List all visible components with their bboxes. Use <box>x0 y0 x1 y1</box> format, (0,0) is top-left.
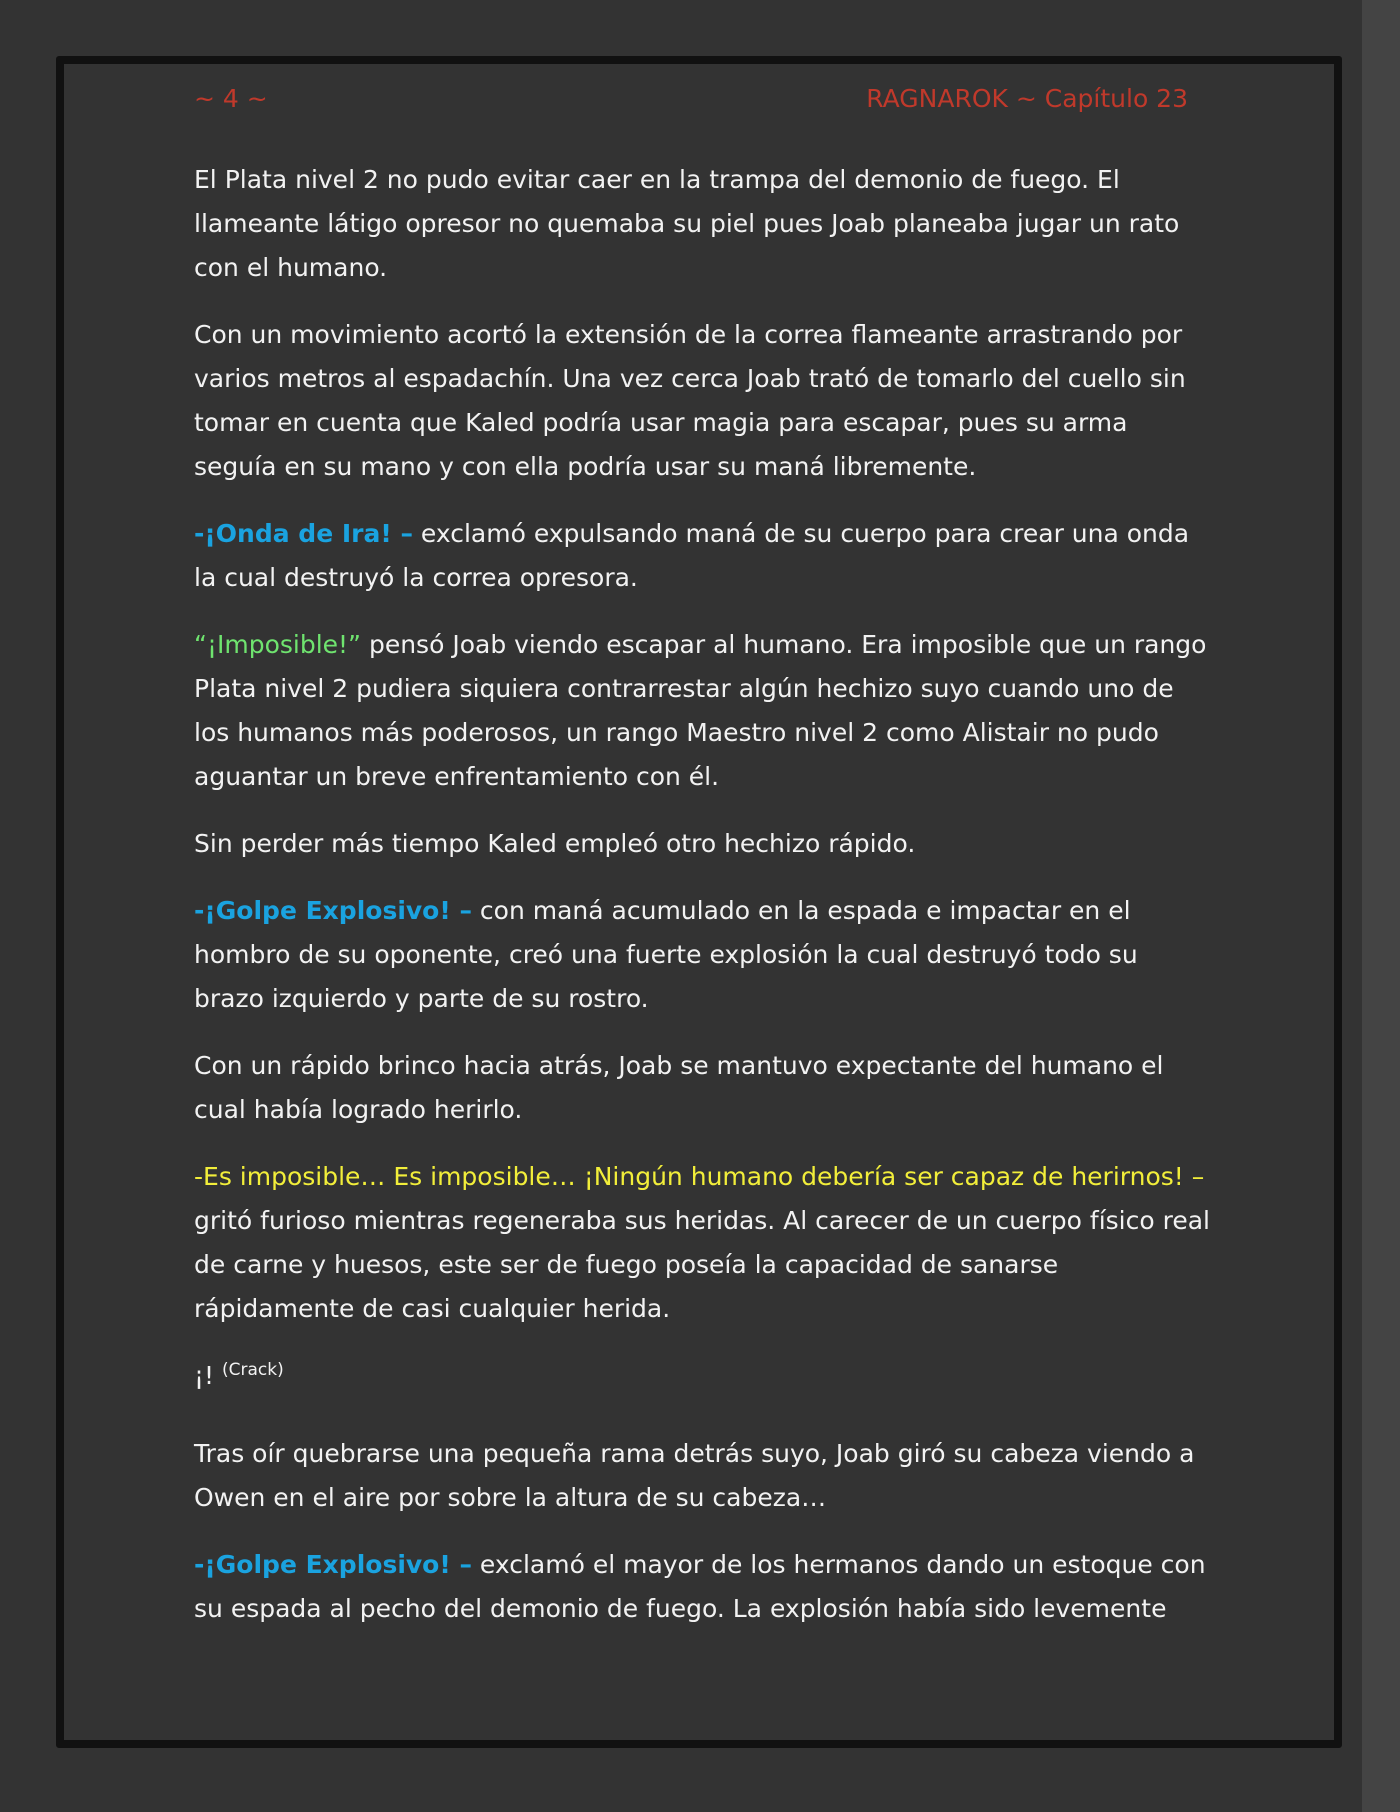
thought-text: “¡Imposible!” <box>194 630 362 659</box>
paragraph-text: exclamó el mayor de los hermanos dando un estoque con su espada al pecho del demonio de fuego. La explosión había sido levemente <box>194 1550 1206 1623</box>
page-edge-strip <box>1362 0 1400 1812</box>
sound-label: (Crack) <box>222 1360 284 1380</box>
paragraph <box>194 512 1210 600</box>
paragraph <box>194 889 1210 1021</box>
paragraph: Tras oír quebrarse una pequeña rama detrás suyo, Joab giró su cabeza viendo a Owen en el aire por sobre la altura de su cabeza… <box>194 1439 1195 1512</box>
paragraph-text: con maná acumulado en la espada e impactar en el hombro de su oponente, creó una fuerte explosión la cual destruyó todo su brazo izquierdo y parte de su rostro. <box>194 896 1138 1013</box>
paragraph: Sin perder más tiempo Kaled empleó otro hechizo rápido. <box>194 829 916 858</box>
exclamation: ¡! <box>194 1361 215 1390</box>
shout-text: -Es imposible… Es imposible… ¡Ningún humano debería ser capaz de herirnos! – <box>194 1162 1205 1191</box>
paragraph <box>194 1543 1210 1631</box>
paragraph: El Plata nivel 2 no pudo evitar caer en la trampa del demonio de fuego. El llameante látigo opresor no quemaba su piel pues Joab planeaba jugar un rato con el humano. <box>194 165 1180 282</box>
spell-name: -¡Golpe Explosivo! – <box>194 896 472 925</box>
paragraph: Con un movimiento acortó la extensión de la correa flameante arrastrando por varios metros al espadachín. Una vez cerca Joab trató de tomarlo del cuello sin tomar en cuenta que Kaled podría usar magia para escapar, pues su arma seguía en su mano y con ella podría usar su maná libremente. <box>194 320 1186 481</box>
paragraph <box>194 1155 1210 1331</box>
paragraph: Con un rápido brinco hacia atrás, Joab se mantuvo expectante del humano el cual había logrado herirlo. <box>194 1051 1164 1124</box>
chapter-title: RAGNAROK ~ Capítulo 23 <box>866 84 1188 113</box>
sound-effect <box>194 1354 1210 1398</box>
paragraph <box>194 623 1210 799</box>
spell-name: -¡Onda de Ira! – <box>194 519 413 548</box>
story-text <box>194 158 1210 1654</box>
paragraph-text: gritó furioso mientras regeneraba sus heridas. Al carecer de un cuerpo físico real de carne y huesos, este ser de fuego poseía la capacidad de sanarse rápidamente de casi cualquier herida. <box>194 1206 1210 1323</box>
spell-name: -¡Golpe Explosivo! – <box>194 1550 472 1579</box>
page-number: ~ 4 ~ <box>194 84 268 113</box>
paragraph-text: exclamó expulsando maná de su cuerpo para crear una onda la cual destruyó la correa opresora. <box>194 519 1190 592</box>
paragraph-text: pensó Joab viendo escapar al humano. Era imposible que un rango Plata nivel 2 pudiera siquiera contrarrestar algún hechizo suyo cuando uno de los humanos más poderosos, un rango Maestro nivel 2 como Alistair no pudo aguantar un breve enfrentamiento con él. <box>194 630 1207 791</box>
